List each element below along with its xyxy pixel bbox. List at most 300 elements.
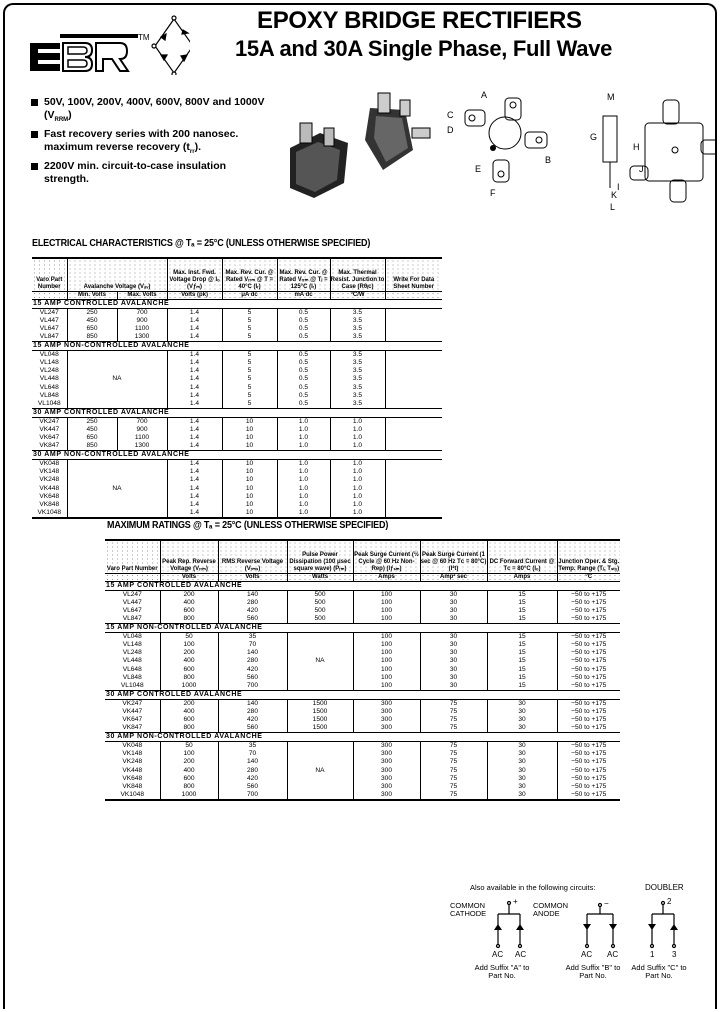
table-cell: 1.4 [167,417,222,426]
col-header: Max. Rev. Cur. @ Rated Vᵣᵣₘ @ T = 40°C (Iᵣ) [222,258,277,291]
table-cell: 1500 [287,708,353,716]
table-cell: 100 [353,682,420,691]
table-cell: 1.0 [277,417,330,426]
section-header-row [32,451,442,460]
alternate-circuits [430,880,710,980]
table-cell: 0.5 [277,333,330,342]
table-cell: 10 [222,434,277,442]
table-cell [385,367,442,375]
table-cell: VL448 [122,657,142,665]
unit-header: Min. Volts [67,291,117,299]
table-cell: 5 [222,325,277,333]
table-cell: VK847 [39,442,60,450]
table-cell: 280 [218,767,287,775]
col-header: Peak Rep. Reverse Voltage (Vᵣᵣₘ) [160,540,218,573]
col-header: Pulse Power Dissipation (100 μsec square wave) (Pᵣₘ) [287,540,353,573]
table-row [105,674,620,682]
table-cell: 250 [67,308,117,317]
table-cell: 1.4 [167,509,222,518]
table-cell: 560 [218,783,287,791]
table-cell: VL847 [122,614,142,622]
table-cell: 100 [353,674,420,682]
table-cell: 1.0 [330,476,385,484]
table-cell [385,375,442,383]
table-cell: 75 [420,716,487,724]
table-cell: −50 to +175 [557,708,620,716]
electrical-characteristics-title: ELECTRICAL CHARACTERISTICS @ Tₐ = 25°C (UNLESS OTHERWISE SPECIFIED) [32,238,371,249]
table-cell: 15 [487,665,557,673]
table-cell: 3.5 [330,359,385,367]
table-cell: 400 [160,657,218,665]
section-header-row [105,733,620,742]
table-cell: 250 [67,417,117,426]
table-cell: −50 to +175 [557,590,620,599]
dimension-drawing [445,88,715,213]
table-cell: 600 [160,775,218,783]
table-cell: VL848 [39,391,59,399]
table-cell: 280 [218,599,287,607]
table-cell: −50 to +175 [557,791,620,800]
table-cell: 500 [287,615,353,624]
table-cell: 1500 [287,716,353,724]
table-cell: 1.0 [330,426,385,434]
table-cell: 15 [487,641,557,649]
table-cell: 75 [420,767,487,775]
table-cell: 900 [117,426,167,434]
table-cell: 200 [160,758,218,766]
table-cell: 300 [353,742,420,751]
table-cell: 15 [487,590,557,599]
svg-text:C: C [447,110,454,120]
table-cell: 5 [222,383,277,391]
table-cell: 1.0 [277,485,330,493]
section-header-row [32,299,442,308]
table-cell: 10 [222,493,277,501]
table-cell: 100 [160,750,218,758]
section-header-row [32,341,442,350]
table-cell: 800 [160,783,218,791]
suffix-note: Add Suffix "A" to Part No. [474,963,530,980]
table-cell: 800 [160,674,218,682]
table-cell: 1.0 [330,417,385,426]
table-cell [385,442,442,451]
table-cell: 30 [487,724,557,733]
table-cell: VK248 [122,758,143,766]
table-cell: 1.0 [277,426,330,434]
unit-header: °C/W [330,291,385,299]
table-cell: 420 [218,607,287,615]
table-row [32,325,442,333]
table-cell: 200 [160,590,218,599]
table-cell: 560 [218,615,287,624]
table-cell: −50 to +175 [557,649,620,657]
na-cell: NA [67,460,167,518]
table-cell: 50 [160,742,218,751]
table-cell: 30 [420,632,487,641]
col-header: Write For Data Sheet Number [385,258,442,291]
table-cell: 15 [487,615,557,624]
col-header: Max. Rev. Cur. @ Rated Vᵣᵣₘ @ Tⱼ = 125°C (Iᵣ) [277,258,330,291]
table-cell [385,392,442,400]
section-label: 15 AMP CONTROLLED AVALANCHE [32,299,442,308]
section-header-row [105,690,620,699]
table-cell: −50 to +175 [557,657,620,665]
table-cell [385,333,442,342]
table-cell [385,426,442,434]
table-cell: 3.5 [330,317,385,325]
table-cell: 5 [222,375,277,383]
table-cell: 1500 [287,724,353,733]
table-cell: 10 [222,460,277,469]
table-cell: VK448 [122,766,143,774]
unit-header [385,291,442,299]
table-cell: 400 [160,599,218,607]
table-row [105,590,620,599]
table-cell: 280 [218,708,287,716]
table-row [105,599,620,607]
terminal-label: + [513,897,518,906]
table-row [105,665,620,673]
table-cell: VL1048 [37,399,61,407]
section-label: 30 AMP NON-CONTROLLED AVALANCHE [105,733,620,742]
table-cell: 0.5 [277,367,330,375]
table-cell: 30 [487,791,557,800]
col-header: Varo Part Number [32,258,67,291]
table-cell: 300 [353,699,420,708]
svg-text:A: A [481,90,488,100]
table-cell: 100 [353,607,420,615]
table-cell: −50 to +175 [557,716,620,724]
table-cell: 0.5 [277,350,330,359]
table-row [105,682,620,691]
table-cell: 3.5 [330,350,385,359]
unit-header: Watts [287,573,353,581]
table-row [105,699,620,708]
table-cell: 100 [353,641,420,649]
unit-header: Amps [353,573,420,581]
table-cell: 1000 [160,682,218,691]
table-cell: −50 to +175 [557,742,620,751]
table-cell: 450 [67,426,117,434]
circuit-name: COMMON CATHODE [450,901,487,918]
table-cell: 1.0 [277,434,330,442]
table-row [32,460,442,469]
table-cell: 15 [487,649,557,657]
table-cell: VK048 [122,742,143,750]
table-cell: VL148 [39,358,59,366]
product-photo [280,88,445,203]
leg-label: 1 [650,950,655,959]
unit-header: Amps [487,573,557,581]
table-cell: VK447 [39,425,60,433]
table-cell: 300 [353,724,420,733]
table-cell: VK148 [39,468,60,476]
feature-item: 2200V min. circuit-to-case insulation strength. [30,160,270,185]
table-cell: −50 to +175 [557,632,620,641]
table-cell: 1.4 [167,442,222,451]
table-cell: 30 [420,607,487,615]
terminal-label: 2 [667,897,672,906]
svg-text:H: H [633,142,640,152]
table-row [105,607,620,615]
unit-header: Volts (pk) [167,291,222,299]
table-row [32,317,442,325]
table-cell: 5 [222,367,277,375]
svg-text:F: F [490,188,496,198]
table-cell: 1.4 [167,476,222,484]
table-cell: 1000 [160,791,218,800]
table-cell: 10 [222,501,277,509]
table-cell: 100 [353,632,420,641]
table-cell: 10 [222,417,277,426]
section-label: 15 AMP NON-CONTROLLED AVALANCHE [32,341,442,350]
svg-text:I: I [617,182,620,192]
unit-header: °C [557,573,620,581]
leg-label: 3 [672,950,677,959]
svg-text:L: L [610,202,616,212]
table-cell: 300 [353,758,420,766]
table-cell: 75 [420,699,487,708]
table-cell: 420 [218,775,287,783]
table-cell: −50 to +175 [557,724,620,733]
table-cell: 100 [353,665,420,673]
table-cell: VK048 [39,460,60,468]
col-header: Peak Surge Current (1 sec @ 60 Hz Tᴄ = 80°C) (I²t) [420,540,487,573]
maximum-ratings-table [105,539,620,801]
svg-text:E: E [475,164,482,174]
table-cell: VL447 [122,598,142,606]
table-row [32,434,442,442]
feature-item: Fast recovery series with 200 nanosec. maximum reverse recovery $(t_{rr})$. [30,128,270,158]
table-cell: VL248 [39,367,59,375]
table-cell: 1.4 [167,400,222,409]
table-cell: VK447 [122,707,143,715]
title: EPOXY BRIDGE RECTIFIERS [257,7,582,34]
table-cell: 10 [222,485,277,493]
table-cell: 1.4 [167,308,222,317]
table-cell: 300 [353,791,420,800]
table-cell: 140 [218,590,287,599]
table-cell: 300 [353,750,420,758]
table-cell: 3.5 [330,392,385,400]
table-cell: 0.5 [277,375,330,383]
table-cell: 5 [222,308,277,317]
table-cell: VK647 [122,716,143,724]
table-cell: −50 to +175 [557,641,620,649]
table-cell: 75 [420,708,487,716]
table-cell: −50 to +175 [557,783,620,791]
unit-header [32,291,67,299]
table-cell: 30 [487,708,557,716]
table-cell: 5 [222,400,277,409]
table-cell: 1.0 [330,485,385,493]
table-cell: 420 [218,665,287,673]
table-cell: VK848 [122,783,143,791]
table-cell: −50 to +175 [557,767,620,775]
table-cell: 3.5 [330,375,385,383]
na-cell: NA [287,742,353,800]
table-cell: 3.5 [330,367,385,375]
table-cell: VK848 [39,501,60,509]
table-cell: 1300 [117,442,167,451]
table-cell: 10 [222,426,277,434]
table-cell: 1.0 [330,493,385,501]
table-cell: 30 [420,657,487,665]
col-header: Max. Inst. Fwd. Voltage Drop @ Iₒ (Vƒₘ) [167,258,222,291]
table-cell: VK1048 [37,509,61,517]
section-label: 30 AMP NON-CONTROLLED AVALANCHE [32,451,442,460]
table-cell: 0.5 [277,325,330,333]
table-cell: 1.4 [167,426,222,434]
table-cell: 75 [420,758,487,766]
table-cell: 100 [353,657,420,665]
table-cell: VL048 [39,350,59,358]
table-cell [385,359,442,367]
table-cell: 30 [487,783,557,791]
table-cell: 30 [420,682,487,691]
table-cell: 30 [420,674,487,682]
feature-list [30,96,270,187]
table-cell: −50 to +175 [557,699,620,708]
table-cell: 1.0 [330,442,385,451]
table-row [32,333,442,342]
circuit-name: DOUBLER [645,883,684,892]
table-cell: 1.4 [167,485,222,493]
table-cell: 5 [222,392,277,400]
svg-text:B: B [545,155,552,165]
table-cell: VL647 [122,606,142,614]
svg-text:D: D [447,125,454,135]
table-cell: 70 [218,641,287,649]
table-cell: 560 [218,724,287,733]
table-cell: 0.5 [277,359,330,367]
table-cell: 10 [222,468,277,476]
table-cell [385,400,442,409]
table-cell: 140 [218,649,287,657]
table-cell: 140 [218,699,287,708]
table-cell: 400 [160,767,218,775]
table-cell: VL647 [39,324,59,332]
unit-header: Amp² sec [420,573,487,581]
table-row [105,758,620,766]
table-cell: 5 [222,350,277,359]
table-cell [385,501,442,509]
section-label: 15 AMP NON-CONTROLLED AVALANCHE [105,623,620,632]
table-cell: 1.4 [167,350,222,359]
table-cell: 1.0 [277,476,330,484]
table-cell: VL048 [122,632,142,640]
table-cell: VL1048 [120,681,144,689]
table-cell: 1.4 [167,468,222,476]
table-cell: VK647 [39,434,60,442]
table-row [32,350,442,359]
table-cell: 3.5 [330,308,385,317]
unit-header: Max. Volts [117,291,167,299]
table-cell: 1.4 [167,434,222,442]
table-cell: 0.5 [277,392,330,400]
table-cell: VL847 [39,332,59,340]
table-cell: 300 [353,775,420,783]
table-cell: 850 [67,442,117,451]
table-cell: 30 [487,742,557,751]
table-cell: 15 [487,632,557,641]
table-cell: VK648 [122,774,143,782]
table-cell: 800 [160,724,218,733]
table-cell: 3.5 [330,333,385,342]
table-cell [385,350,442,359]
table-cell: 800 [160,615,218,624]
table-cell: 15 [487,657,557,665]
table-cell: 700 [117,308,167,317]
leg-label: AC [515,950,527,959]
ebr-logo [30,10,190,75]
table-cell: 75 [420,742,487,751]
table-cell: 3.5 [330,383,385,391]
table-cell: VL247 [39,308,59,316]
table-cell [385,476,442,484]
svg-text:TM: TM [138,33,150,42]
table-cell: 30 [420,665,487,673]
section-header-row [105,581,620,590]
table-cell: 900 [117,317,167,325]
maximum-ratings-title: MAXIMUM RATINGS @ Tₐ = 25°C (UNLESS OTHERWISE SPECIFIED) [107,520,389,531]
table-cell: 30 [487,750,557,758]
col-header: RMS Reverse Voltage (Vᵣₘₛ) [218,540,287,573]
table-cell: 0.5 [277,308,330,317]
table-cell: 1300 [117,333,167,342]
table-cell: VL648 [122,665,142,673]
table-row [105,724,620,733]
na-cell: NA [67,350,167,408]
table-cell: 1.4 [167,392,222,400]
table-row [105,767,620,775]
col-header: DC Forward Current @ Tᴄ = 80°C (Iₒ) [487,540,557,573]
suffix-note: Add Suffix "B" to Part No. [565,963,621,980]
table-cell [385,485,442,493]
table-cell: 300 [353,783,420,791]
table-cell: 1.4 [167,359,222,367]
table-cell: VL648 [39,383,59,391]
table-cell: −50 to +175 [557,750,620,758]
section-header-row [105,623,620,632]
table-cell: 1.4 [167,317,222,325]
table-cell [385,417,442,426]
table-cell: 0.5 [277,400,330,409]
na-cell: NA [287,632,353,690]
svg-text:J: J [639,164,644,174]
col-header: Varo Part Number [105,540,160,573]
table-cell: VK648 [39,492,60,500]
table-row [105,775,620,783]
table-cell: 140 [218,758,287,766]
table-cell: 1.0 [330,460,385,469]
table-cell: 600 [160,665,218,673]
table-cell: VL248 [122,649,142,657]
table-cell: −50 to +175 [557,615,620,624]
table-cell: 280 [218,657,287,665]
table-cell: 35 [218,632,287,641]
table-cell [385,468,442,476]
leg-label: AC [492,950,504,959]
table-cell: 75 [420,750,487,758]
table-cell: 30 [420,590,487,599]
table-cell: 30 [487,716,557,724]
table-cell: 1.4 [167,367,222,375]
table-cell: 1.4 [167,501,222,509]
table-cell: 1.0 [277,509,330,518]
table-row [105,641,620,649]
table-cell: 100 [353,615,420,624]
